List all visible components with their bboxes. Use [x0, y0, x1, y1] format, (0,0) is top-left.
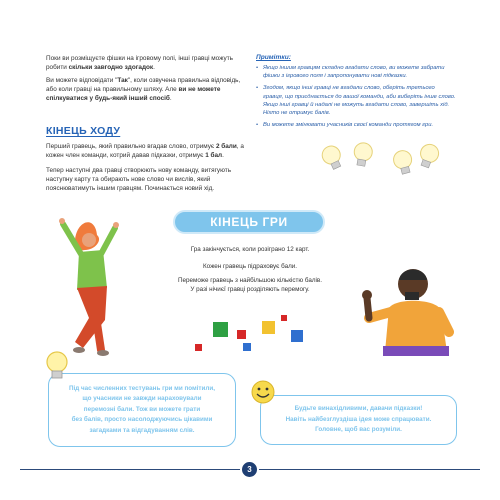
- cheering-man-illustration: [355, 262, 455, 357]
- smiley-face-icon: [250, 379, 276, 405]
- note-item: • Згодом, якщо інші гравці не вгадали слово, оберіть третього гравця, що приєднається до вашої команди, аби виберіть інше слово. Якщо інші гравці й надалі не можуть вгадати слово, завершіть хід. Ніхто не отримує балів.: [256, 84, 456, 117]
- text: Поки ви розміщуєте фішки на ігровому полі, інші гравці можуть робити: [46, 55, 233, 71]
- tip-box-left: [48, 373, 236, 447]
- blue-cube-icon: [243, 343, 251, 351]
- note-item: • Ви можете змінювати учасників своєї команди протягом гри.: [256, 121, 456, 129]
- green-cube-icon: [213, 322, 228, 337]
- text: Ви можете відповідати ": [46, 77, 118, 84]
- game-over-line-1: Гра закінчується, коли розіграно 12 карт.: [190, 246, 310, 253]
- lightbulbs-illustration: [305, 140, 465, 200]
- text-bold: 2 бали: [215, 143, 237, 150]
- tip-left-line: Під час численних тестувань гри ми помітили,: [69, 384, 215, 392]
- lightbulb-icon: [392, 149, 415, 176]
- cheering-woman-illustration: [55, 210, 165, 360]
- page-divider-right: [259, 469, 480, 470]
- intro-paragraph-1: [46, 54, 246, 72]
- lightbulb-icon: [319, 143, 345, 171]
- red-cube-icon: [237, 330, 246, 339]
- blue-cube-icon: [291, 330, 303, 342]
- page-divider-left: [20, 469, 240, 470]
- text: ", коли озвучена правильна відповідь, або коли гравці на правильному шляху. Але: [46, 77, 241, 93]
- tip-right-line: Навіть найбезглуздіша ідея може спрацювати.: [285, 415, 432, 423]
- text-bold: 1 бал: [205, 152, 223, 159]
- tip-box-right: [260, 395, 457, 445]
- tip-left-line: без балів, просто насолоджуючись цікавими: [71, 416, 213, 424]
- note-item: • Якщо іншим гравцям складно вгадати слово, ви можете забрати фішки з ігрового поля і запропонувати нові підказки.: [256, 64, 456, 80]
- game-over-banner: [173, 210, 325, 234]
- game-over-line-2: Кожен гравець підраховує бали.: [202, 263, 298, 270]
- red-cube-icon: [281, 315, 287, 321]
- tip-right-line: Головне, щоб вас розуміли.: [315, 426, 402, 434]
- game-over-title: КІНЕЦЬ ГРИ: [210, 215, 288, 229]
- end-turn-paragraph-2: Тепер наступні два гравці створюють нову команду, витягують наступну карту та обирають нове слово чи вислів, який пояснюватимуть іншим гравцям. Починається новий хід.: [46, 167, 232, 192]
- lightbulb-icon: [416, 142, 441, 170]
- notes-section: [256, 54, 456, 133]
- tip-left-line: що учасники не завжди нараховували: [82, 395, 202, 403]
- intro-paragraph-2: [46, 76, 246, 103]
- text: Перший гравець, який правильно вгадав слово, отримує: [46, 143, 216, 150]
- lightbulb-icon: [352, 141, 374, 167]
- text: .: [153, 64, 155, 71]
- game-over-line-4: У разі нічиєї гравці розділяють перемогу.: [190, 286, 310, 293]
- game-over-line-3: Переможе гравець з найбільшою кількістю балів.: [178, 277, 322, 284]
- tip-left-line: загадками та відгадуванням слів.: [89, 426, 195, 434]
- red-cube-icon: [195, 344, 202, 351]
- notes-title: Примітки:: [256, 54, 291, 61]
- text: .: [222, 152, 224, 159]
- text-bold: Так: [117, 77, 128, 84]
- end-turn-paragraph-1: [46, 142, 251, 160]
- yellow-cube-icon: [262, 321, 275, 334]
- text: .: [169, 95, 172, 102]
- lightbulb-icon: [44, 350, 70, 382]
- page-number: 3: [241, 461, 258, 478]
- notes-list: [256, 64, 456, 129]
- tip-right-line: Будьте винахідливими, давачи підказки!: [294, 405, 423, 413]
- text-bold: ви не можете спілкуватися у будь-який інший спосіб: [46, 86, 221, 102]
- text-bold: скільки завгодно здогадок: [68, 64, 154, 71]
- tip-left-line: перемозні бали. Тож ви можете грати: [83, 405, 201, 413]
- text: , а кожен член команди, котрий давав підказки, отримує: [46, 143, 244, 159]
- end-turn-heading: КІНЕЦЬ ХОДУ: [46, 125, 121, 137]
